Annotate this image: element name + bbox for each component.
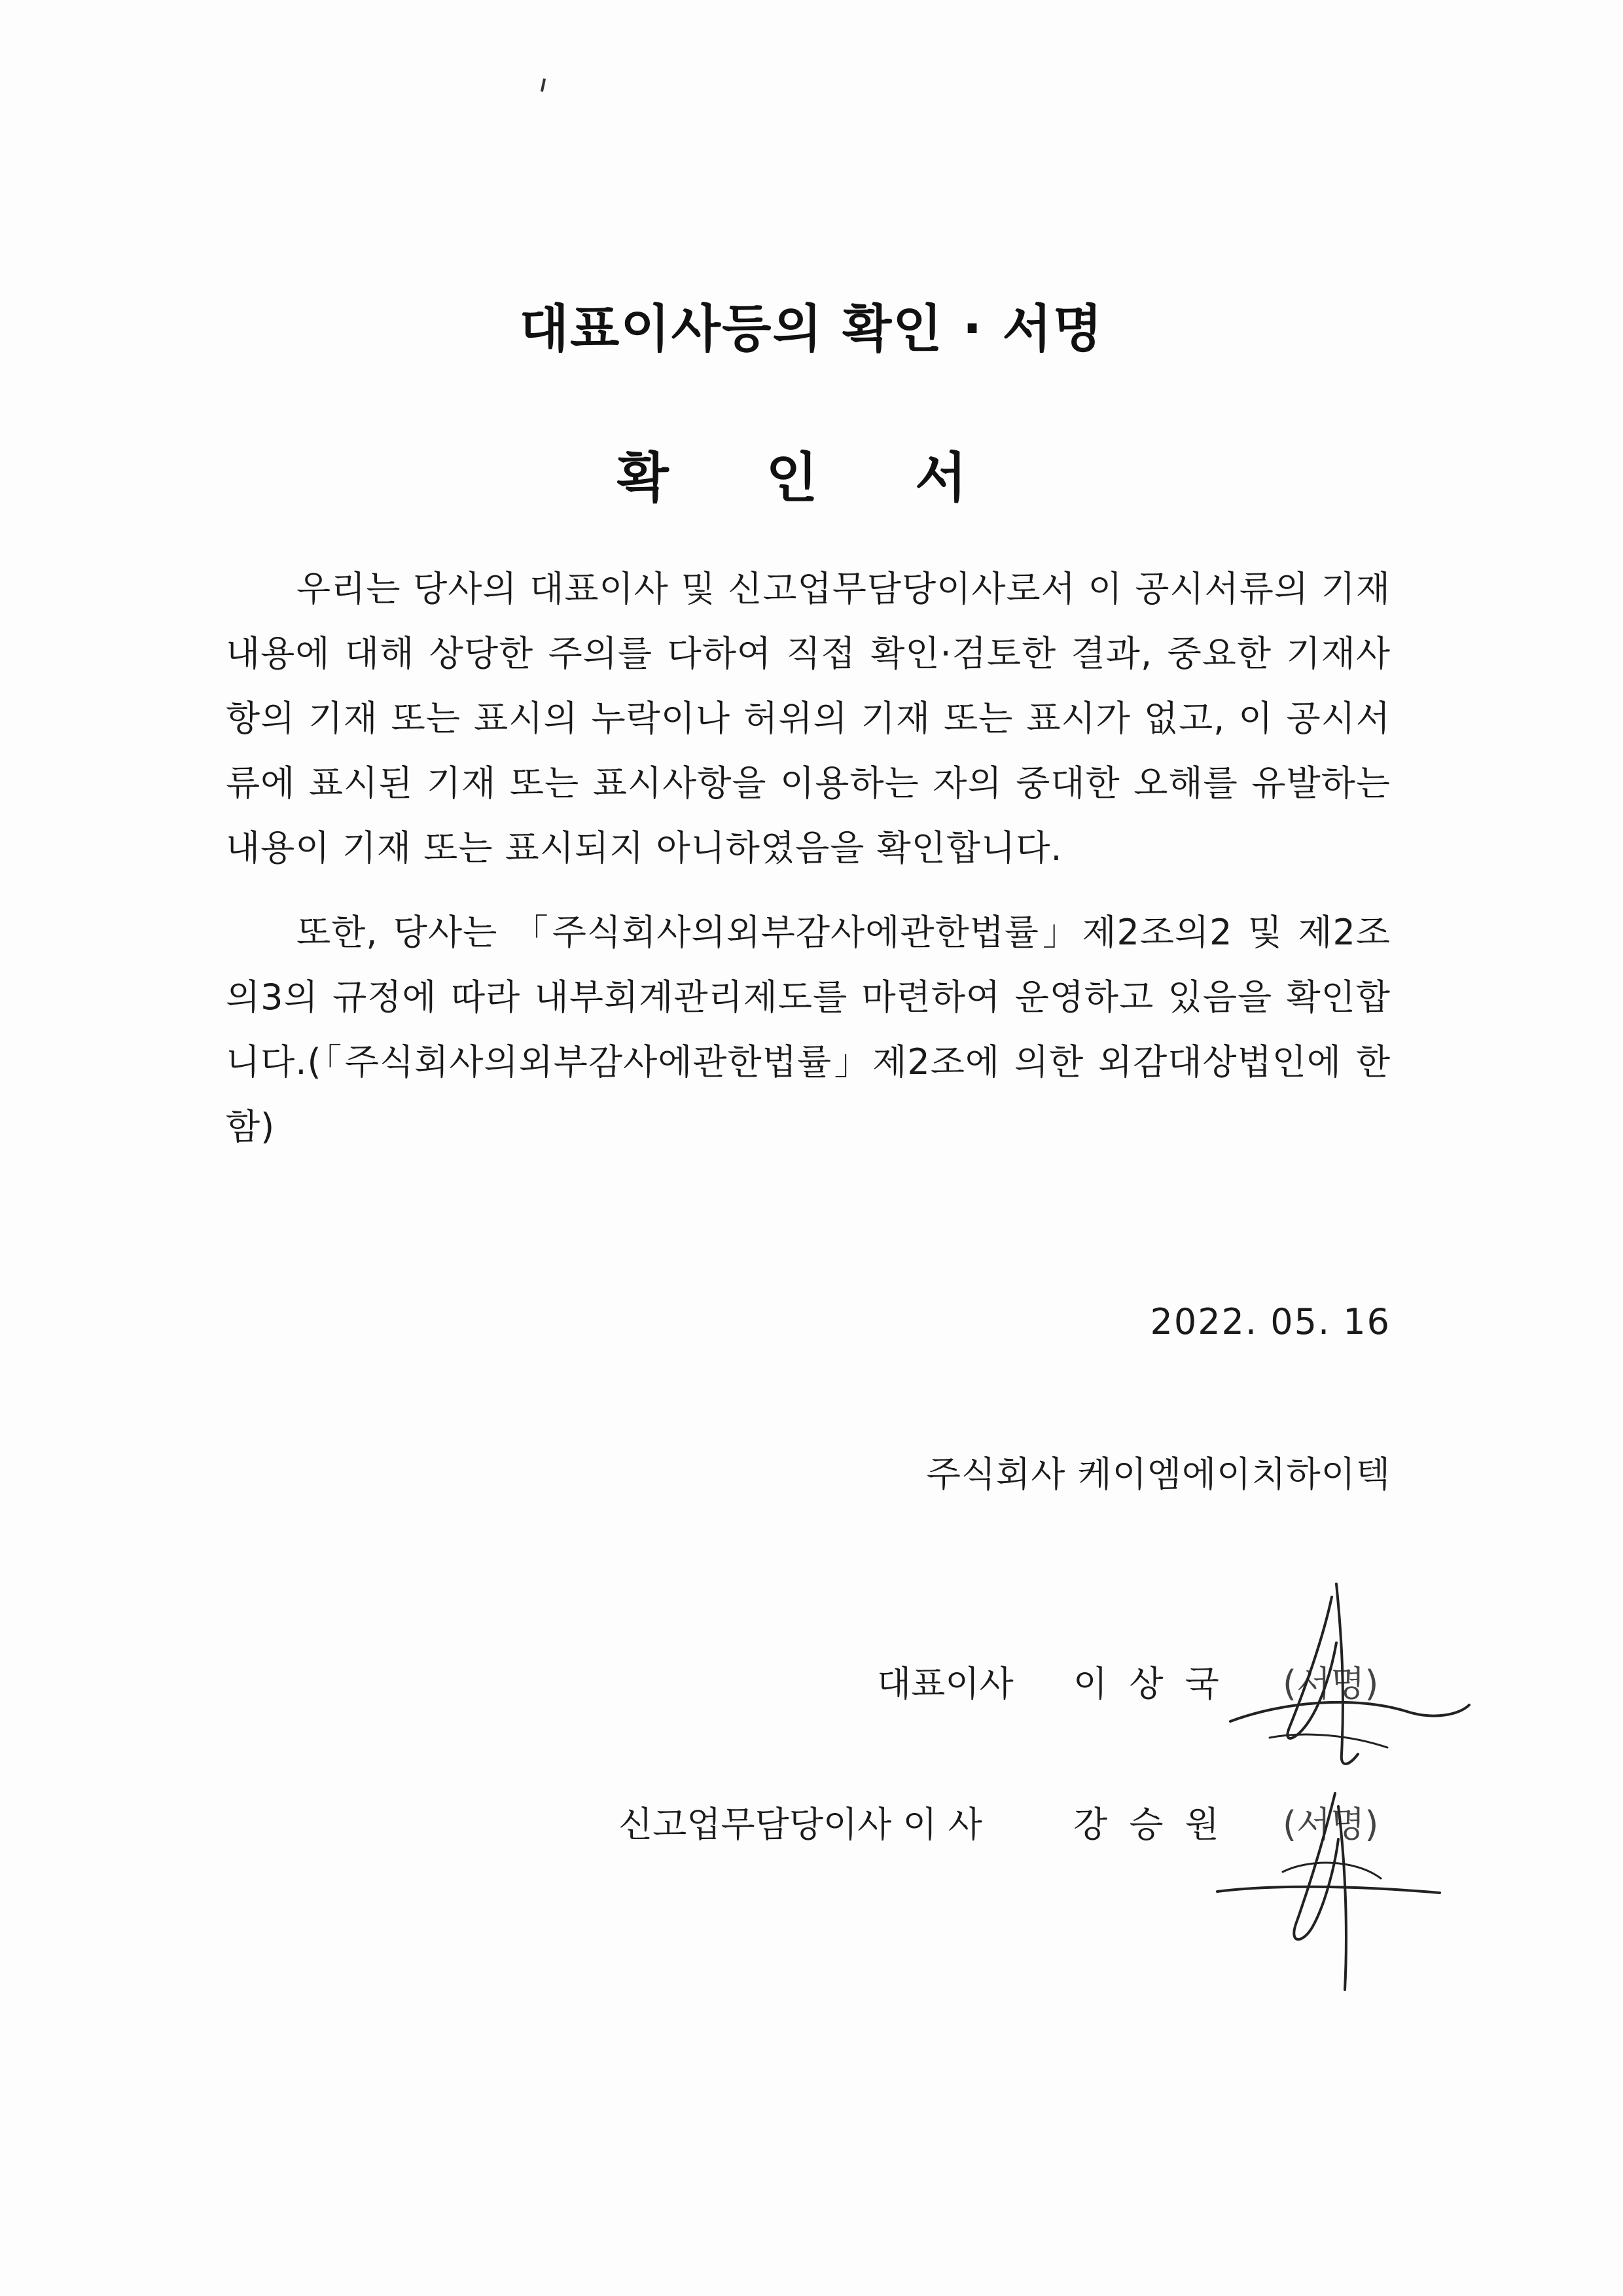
representative-seal-label: (서명)	[1283, 1663, 1379, 1704]
representative-title: 대표이사	[877, 1663, 1014, 1704]
disclosure-officer-seal-label: (서명)	[1283, 1804, 1379, 1845]
stray-mark	[541, 79, 546, 92]
internal-control-paragraph: 또한, 당사는 「주식회사의외부감사에관한법률」제2조의2 및 제2조의3의 규정에 따라 내부회계관리제도를 마련하여 운영하고 있음을 확인합니다.(「주식회사의외부감사에관한법률」제2조에 의한 외감대상법인에 한함)	[226, 912, 1391, 1147]
disclosure-officer-name: 강 승 원	[1073, 1804, 1224, 1845]
company-name: 주식회사 케이엠에이치하이텍	[926, 1454, 1391, 1495]
document-title: 대표이사등의 확인 · 서명	[519, 300, 1104, 359]
confirmation-paragraph: 우리는 당사의 대표이사 및 신고업무담당이사로서 이 공시서류의 기재내용에 대해 상당한 주의를 다하여 직접 확인·검토한 결과, 중요한 기재사항의 기재 또는 표시의 누락이나 허위의 기재 또는 표시가 없고, 이 공시서류에 표시된 기재 또는 표시사항을 이용하는 자의 중대한 오해를 유발하는 내용이 기재 또는 표시되지 아니하였음을 확인합니다.	[226, 568, 1391, 869]
disclosure-officer-title: 신고업무담당이사 이 사	[618, 1804, 982, 1845]
document-date: 2022. 05. 16	[1150, 1301, 1391, 1342]
document-subtitle: 확 인 서	[616, 447, 1007, 509]
representative-name: 이 상 국	[1073, 1663, 1224, 1704]
